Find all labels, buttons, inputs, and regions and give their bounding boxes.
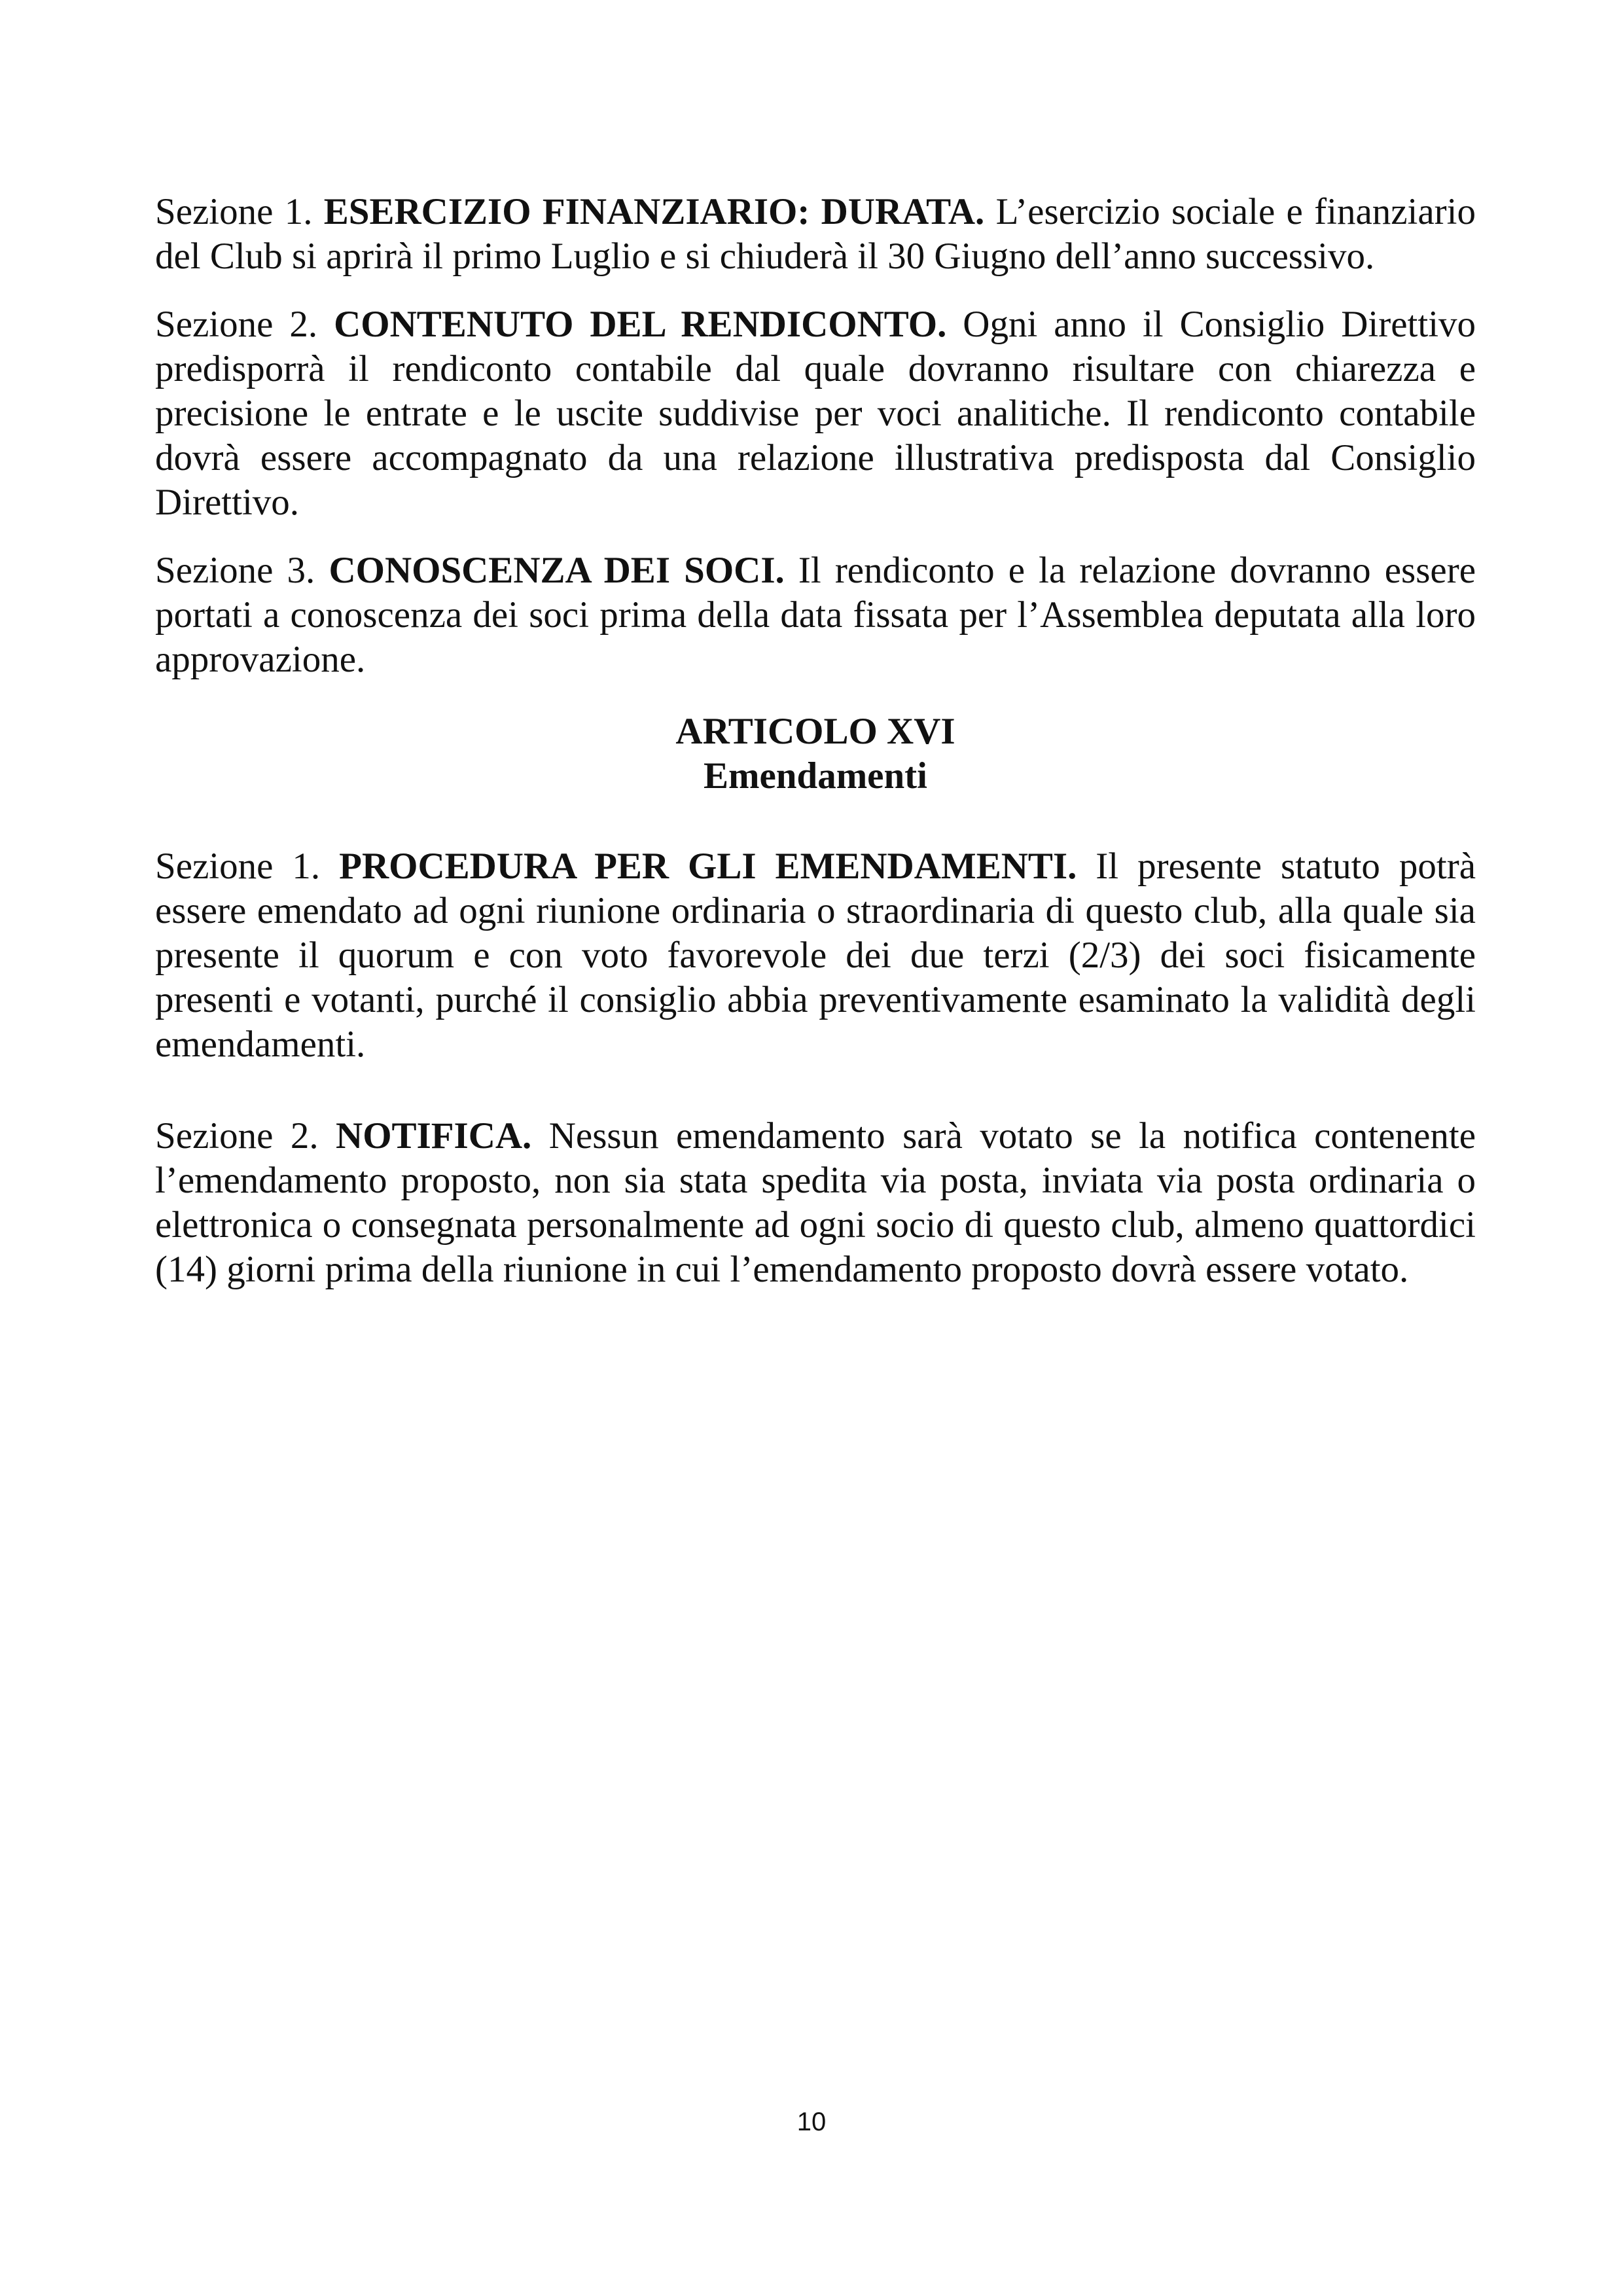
section-paragraph xyxy=(155,1114,1476,1292)
section-text: Il rendiconto e la relazione dovranno essere portati a conoscenza dei soci prima della data fissata per l’Assemblea deputata alla loro approvazione. xyxy=(155,550,1476,680)
page-number: 10 xyxy=(796,2108,827,2136)
section-paragraph xyxy=(155,548,1476,682)
section-paragraph xyxy=(155,190,1476,279)
article-title: Emendamenti xyxy=(704,755,927,797)
article-number: ARTICOLO XVI xyxy=(675,711,955,752)
section-label: Sezione 2. xyxy=(155,1115,319,1157)
section-title: NOTIFICA. xyxy=(336,1115,532,1157)
section-text: L’esercizio sociale e finanziario del Club si aprirà il primo Luglio e si chiuderà il 30 Giugno dell’anno successivo. xyxy=(155,191,1476,277)
section-title: PROCEDURA PER GLI EMENDAMENTI. xyxy=(339,846,1077,887)
section-paragraph xyxy=(155,844,1476,1067)
section-title: ESERCIZIO FINANZIARIO: DURATA. xyxy=(323,191,985,232)
article-heading xyxy=(155,709,1476,798)
section-text: Il presente statuto potrà essere emendato ad ogni riunione ordinaria o straordinaria di questo club, alla quale sia presente il quorum e con voto favorevole dei due terzi (2/3) dei soci fisicamente presenti e votanti, purché il consiglio abbia preventivamente esaminato la validità degli emendamenti. xyxy=(155,846,1476,1065)
section-title: CONTENUTO DEL RENDICONTO. xyxy=(334,304,947,345)
section-text: Nessun emendamento sarà votato se la notifica contenente l’emendamento proposto, non sia stata spedita via posta, inviata via posta ordinaria o elettronica o consegnata personalmente ad ogni socio di questo club, almeno quattordici (14) giorni prima della riunione in cui l’emendamento proposto dovrà essere votato. xyxy=(155,1115,1476,1290)
section-label: Sezione 3. xyxy=(155,550,315,591)
document-body xyxy=(155,190,1476,1292)
section-title: CONOSCENZA DEI SOCI. xyxy=(329,550,785,591)
section-label: Sezione 2. xyxy=(155,304,318,345)
section-text: Ogni anno il Consiglio Direttivo predisporrà il rendiconto contabile dal quale dovranno risultare con chiarezza e precisione le entrate e le uscite suddivise per voci analitiche. Il rendiconto contabile dovrà essere accompagnato da una relazione illustrativa predisposta dal Consiglio Direttivo. xyxy=(155,304,1476,523)
section-paragraph xyxy=(155,302,1476,525)
section-label: Sezione 1. xyxy=(155,191,313,232)
section-label: Sezione 1. xyxy=(155,846,321,887)
